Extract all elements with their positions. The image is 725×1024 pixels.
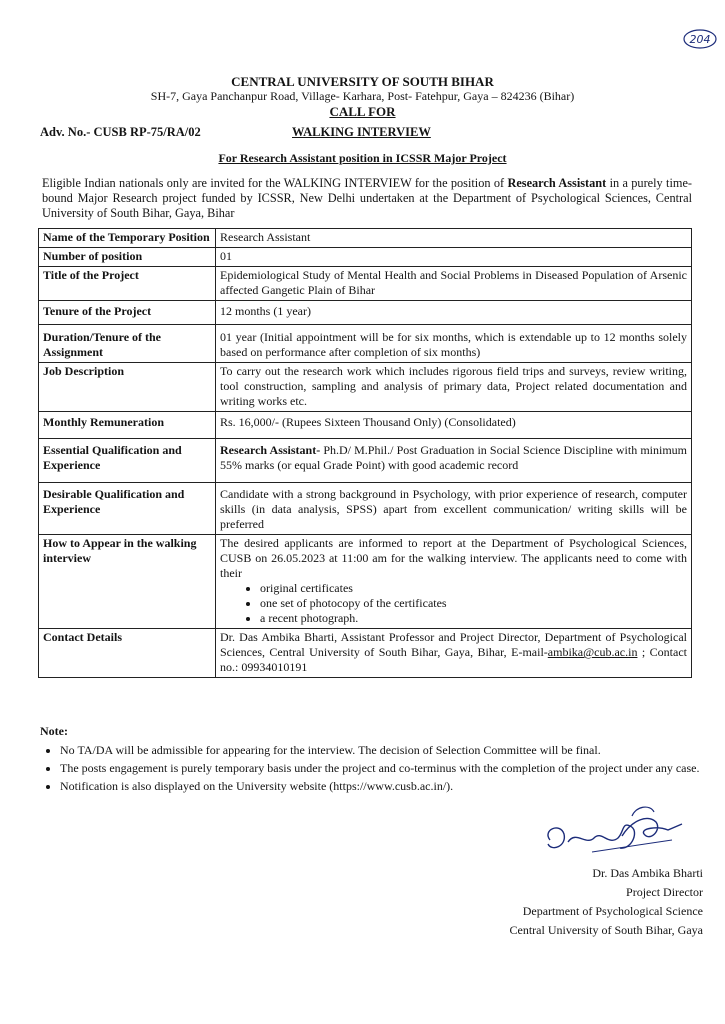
advertisement-number: Adv. No.- CUSB RP-75/RA/02 (40, 125, 201, 139)
remuneration-label: Monthly Remuneration (39, 412, 216, 439)
remuneration-value: Rs. 16,000/- (Rupees Sixteen Thousand Only) (Consolidated) (216, 412, 692, 439)
contact-value: Dr. Das Ambika Bharti, Assistant Professor and Project Director, Department of Psychological Sciences, Central University of South Bihar, Gaya, Bihar, E-mail-ambika@cub.ac.in ; Contact no.: 09934010191 (216, 629, 692, 678)
table-row (39, 363, 692, 412)
tenure-label: Tenure of the Project (39, 301, 216, 325)
list-item: • one set of photocopy of the certificates (260, 596, 687, 611)
contact-label: Contact Details (39, 629, 216, 678)
essential-qualification-value: Research Assistant- Ph.D/ M.Phil./ Post Graduation in Social Science Discipline with minimum 55% marks (or equal Grade Point) with good academic record (216, 439, 692, 483)
note-item: • No TA/DA will be admissible for appearing for the interview. The decision of Selection Committee will be final. (60, 743, 700, 758)
essential-qualification-label: Essential Qualification and Experience (39, 439, 216, 483)
note-item: • The posts engagement is purely temporary basis under the project and co-terminus with the completion of the project under any case. (60, 761, 700, 776)
university-name: CENTRAL UNIVERSITY OF SOUTH BIHAR (231, 74, 494, 89)
desirable-qualification-label: Desirable Qualification and Experience (39, 483, 216, 535)
table-row (39, 229, 692, 248)
signatory-block (510, 864, 703, 940)
duration-value: 01 year (Initial appointment will be for six months, which is extendable up to 12 months solely based on performance after completion of six months) (216, 325, 692, 363)
desirable-qualification-value: Candidate with a strong background in Psychology, with prior experience of research, computer skills (in data analysis, SPSS) apart from excellent communication/ writing skills will be preferred (216, 483, 692, 535)
job-description-label: Job Description (39, 363, 216, 412)
table-row (39, 629, 692, 678)
tenure-value: 12 months (1 year) (216, 301, 692, 325)
signatory-name: Dr. Das Ambika Bharti (592, 866, 703, 880)
table-row (39, 412, 692, 439)
list-item: • a recent photograph. (260, 611, 687, 626)
walking-interview-title: WALKING INTERVIEW (292, 125, 431, 139)
project-title-value: Epidemiological Study of Mental Health and Social Problems in Diseased Population of Arsenic affected Gangetic Plain of Bihar (216, 267, 692, 301)
signatory-university: Central University of South Bihar, Gaya (509, 923, 703, 937)
subheading: For Research Assistant position in ICSSR Major Project (218, 151, 507, 165)
table-row (39, 535, 692, 629)
position-label: Name of the Temporary Position (39, 229, 216, 248)
job-description-value: To carry out the research work which includes rigorous field trips and surveys, review writing, tool construction, sampling and analysis of primary data, Project related documentation and writing works etc. (216, 363, 692, 412)
details-table (38, 228, 692, 678)
contact-email-link[interactable]: ambika@cub.ac.in (547, 645, 638, 659)
signature (472, 800, 702, 870)
table-row (39, 483, 692, 535)
list-item: • original certificates (260, 581, 687, 596)
how-to-appear-value: The desired applicants are informed to report at the Department of Psychological Sciences, CUSB on 26.05.2023 at 11:00 am for the walking interview. The applicants need to come with their • original certificates • one set of photocopy of the certificates • a recent photograph. (216, 535, 692, 629)
university-address: SH-7, Gaya Panchanpur Road, Village- Karhara, Post- Fatehpur, Gaya – 824236 (Bihar) (150, 89, 575, 103)
table-row (39, 248, 692, 267)
notes-section (40, 724, 700, 797)
project-title-label: Title of the Project (39, 267, 216, 301)
duration-label: Duration/Tenure of the Assignment (39, 325, 216, 363)
how-to-appear-label: How to Appear in the walking interview (39, 535, 216, 629)
position-value: Research Assistant (216, 229, 692, 248)
number-value: 01 (216, 248, 692, 267)
page-number-stamp (682, 28, 718, 50)
table-row (39, 325, 692, 363)
table-row (39, 301, 692, 325)
requirements-list (220, 581, 687, 626)
note-item: • Notification is also displayed on the University website (https://www.cusb.ac.in/). (60, 779, 700, 794)
number-label: Number of position (39, 248, 216, 267)
page-number: 204 (689, 33, 711, 46)
table-row (39, 267, 692, 301)
intro-paragraph: Eligible Indian nationals only are invited for the WALKING INTERVIEW for the position of Research Assistant in a purely time-bound Major Research project funded by ICSSR, New Delhi undertaken at the Department of Psychological Sciences, Central University of South Bihar, Gaya, Bihar (42, 176, 692, 220)
table-row (39, 439, 692, 483)
signatory-department: Department of Psychological Science (522, 904, 703, 918)
signatory-title: Project Director (626, 885, 703, 899)
call-for-heading: CALL FOR (329, 104, 396, 119)
notes-list (40, 743, 700, 794)
notes-title: Note: (40, 724, 68, 738)
